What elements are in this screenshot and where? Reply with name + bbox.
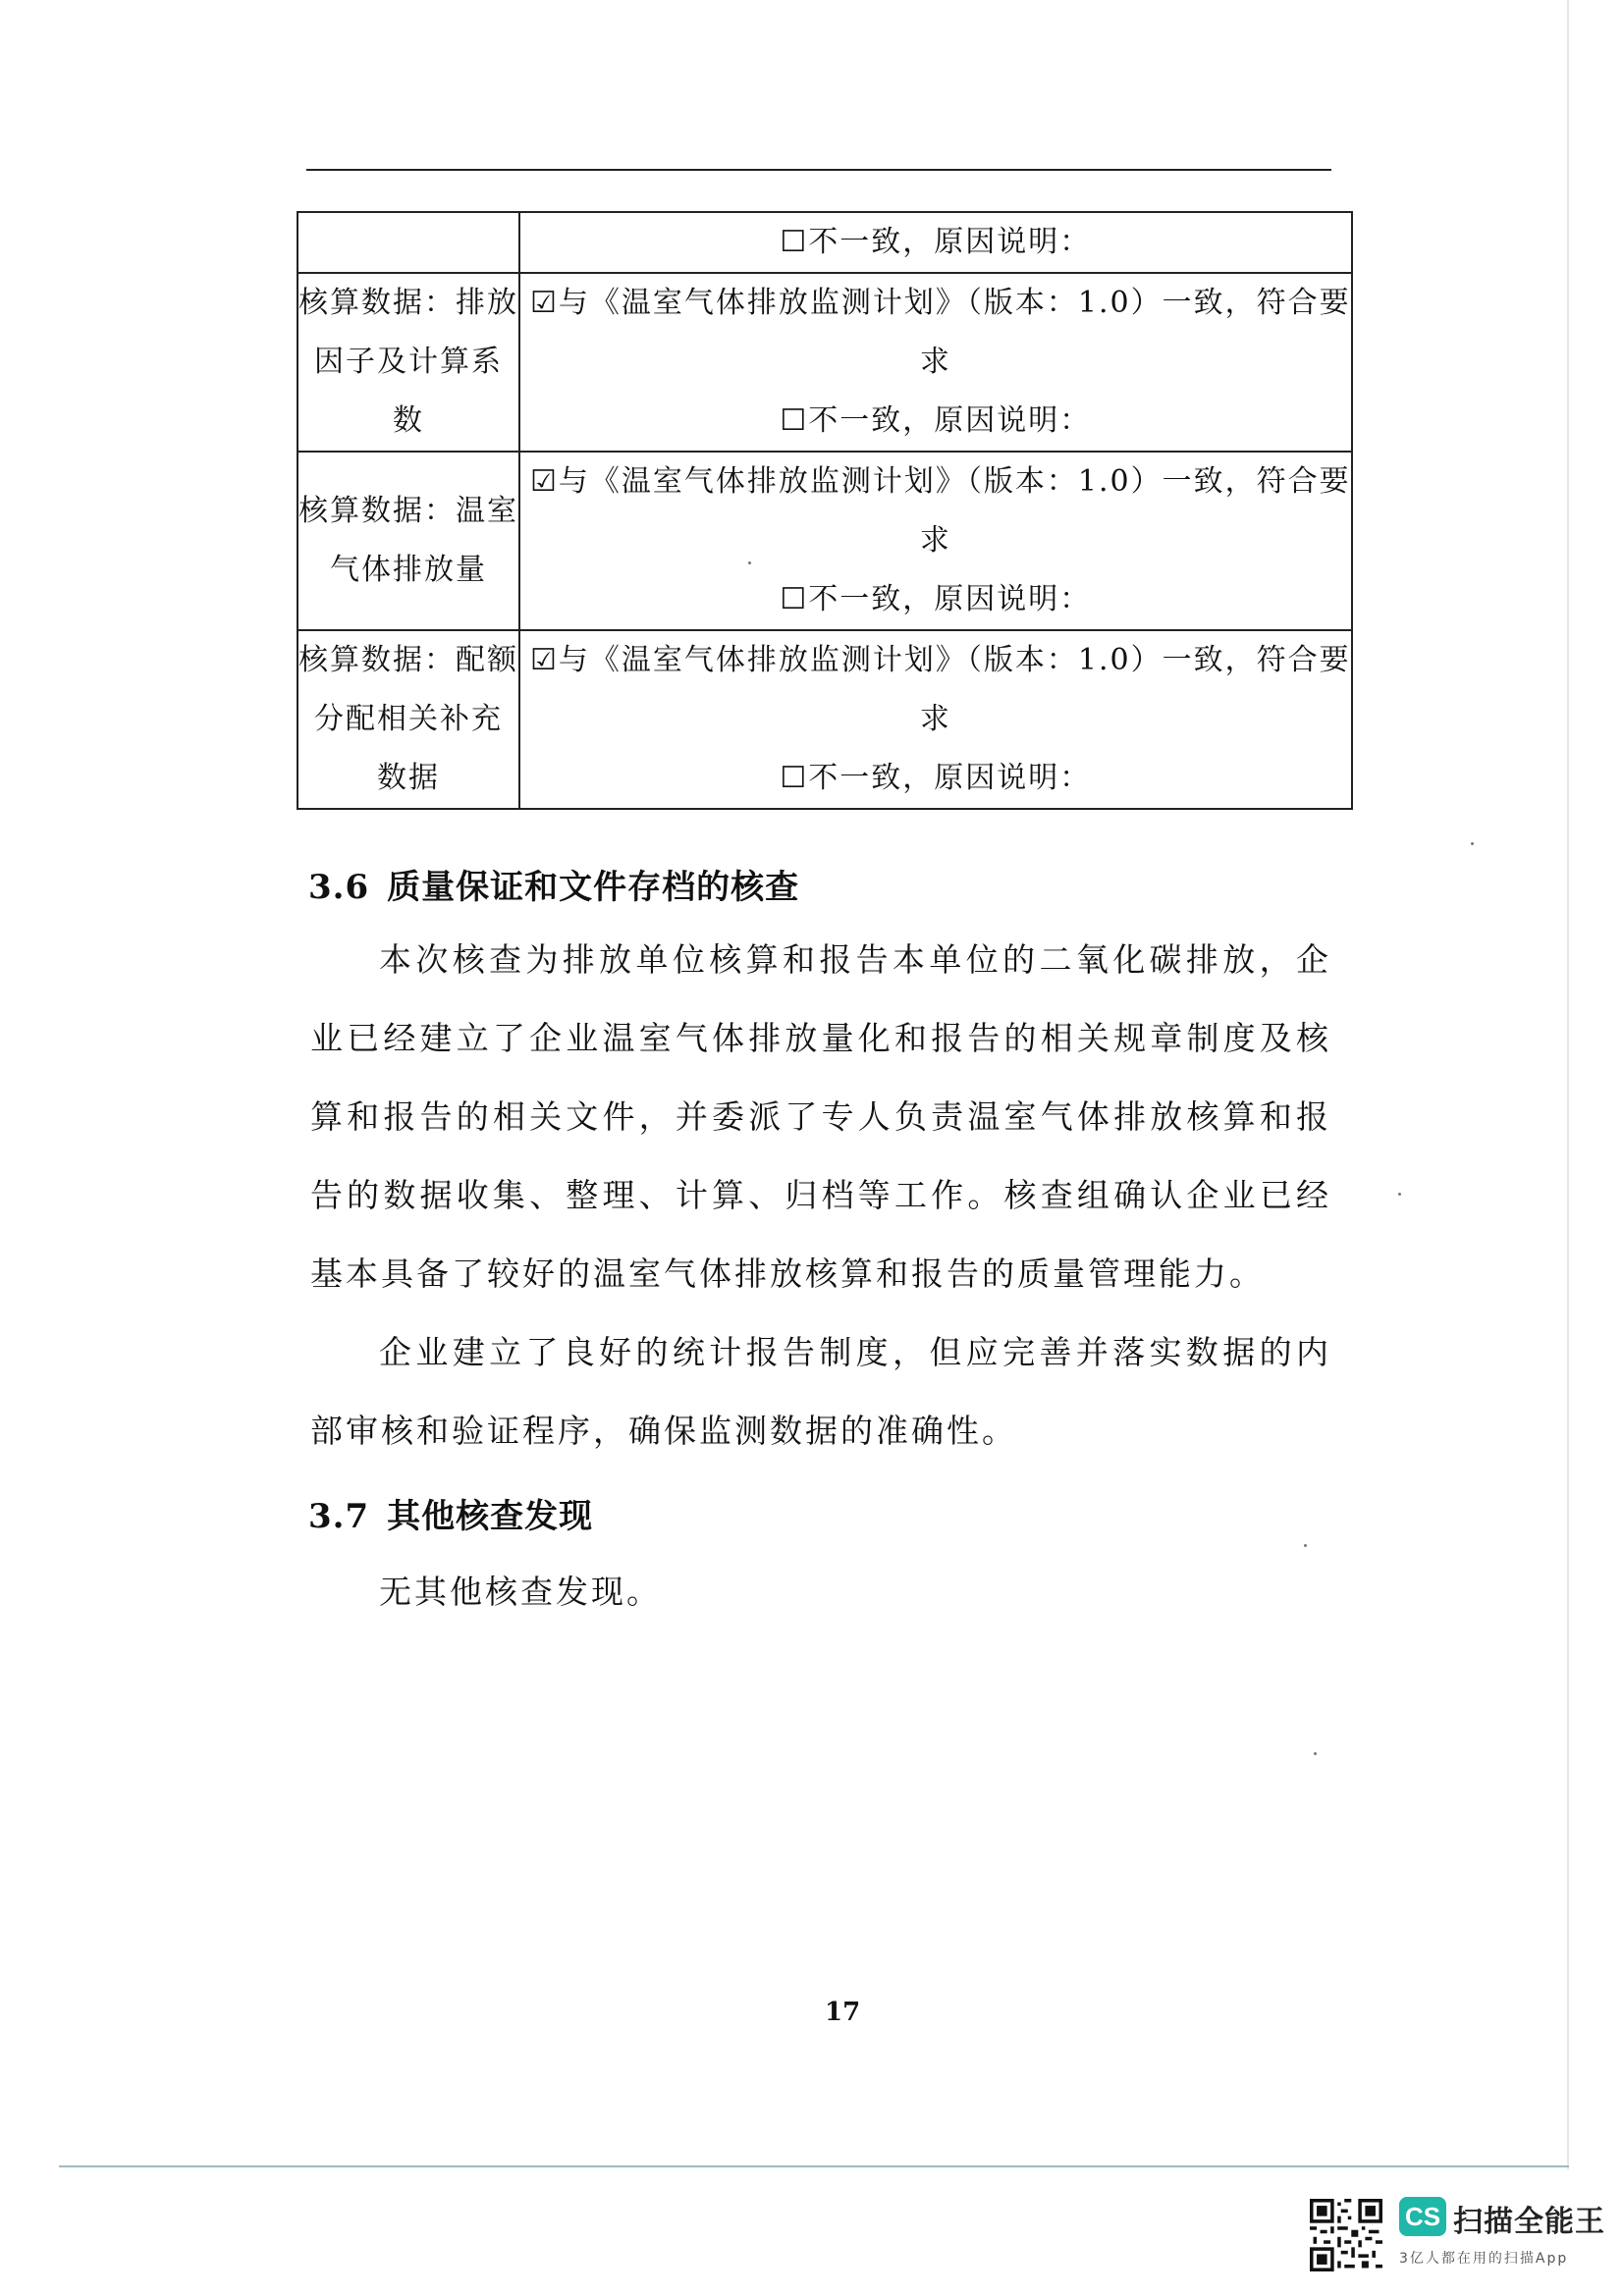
section-title: 质量保证和文件存档的核查 (387, 868, 800, 907)
section-number: 3.6 (308, 868, 370, 907)
section-number: 3.7 (308, 1497, 370, 1536)
row-label (298, 630, 519, 809)
checked-box-icon: ☑ (530, 464, 559, 499)
scan-speck (1471, 842, 1474, 845)
unchecked-box-icon: ☐ (780, 225, 809, 259)
checked-box-icon: ☑ (530, 643, 559, 677)
section-body-3-7 (310, 1553, 1331, 1631)
label-line: 核算数据：排放 (298, 286, 518, 320)
paragraph: 本次核查为排放单位核算和报告本单位的二氧化碳排放，企业已经建立了企业温室气体排放量化和报告的相关规章制度及核算和报告的相关文件，并委派了专人负责温室气体排放核算和报告的数据收集、整理、计算、归档等工作。核查组确认企业已经基本具备了较好的温室气体排放核算和报告的质量管理能力。 (310, 940, 1331, 1293)
option-no: 不一致，原因说明： (808, 225, 1092, 259)
scanner-tagline: 3亿人都在用的扫描App (1399, 2251, 1569, 2267)
label-line: 数 (393, 403, 424, 438)
row-options (519, 212, 1352, 273)
section-body-3-6 (310, 921, 1331, 1470)
qr-code-icon (1310, 2199, 1382, 2271)
table-row (298, 212, 1352, 273)
scan-speck (1304, 1544, 1307, 1547)
scan-bottom-rule (59, 2165, 1569, 2167)
row-label (298, 273, 519, 452)
label-line: 核算数据：配额 (298, 643, 518, 677)
label-line: 数据 (377, 761, 440, 795)
label-line: 因子及计算系 (314, 345, 503, 379)
option-yes-cont: 求 (919, 345, 951, 379)
option-yes: 与《温室气体排放监测计划》（版本：1.0）一致，符合要 (558, 464, 1351, 499)
label-line: 气体排放量 (330, 553, 487, 587)
scan-speck (748, 561, 751, 564)
paragraph: 企业建立了良好的统计报告制度，但应完善并落实数据的内部审核和验证程序，确保监测数据的准确性。 (310, 1333, 1331, 1450)
scanner-logo-icon: CS (1399, 2197, 1446, 2236)
section-heading-3-7 (308, 1489, 593, 1537)
table-row (298, 452, 1352, 630)
label-line: 分配相关补充 (314, 702, 503, 736)
option-no: 不一致，原因说明： (808, 403, 1092, 438)
scan-speck (1398, 1193, 1401, 1196)
row-options (519, 630, 1352, 809)
row-label (298, 212, 519, 273)
section-title: 其他核查发现 (387, 1497, 594, 1536)
unchecked-box-icon: ☐ (780, 403, 809, 438)
option-yes: 与《温室气体排放监测计划》（版本：1.0）一致，符合要 (558, 286, 1351, 320)
scanner-app-name: 扫描全能王 (1453, 2205, 1605, 2239)
row-label (298, 452, 519, 630)
verification-table (297, 211, 1353, 810)
page-number: 17 (825, 1998, 861, 2027)
row-options (519, 273, 1352, 452)
unchecked-box-icon: ☐ (780, 761, 809, 795)
table-row (298, 273, 1352, 452)
page-edge (1567, 0, 1569, 2169)
option-yes-cont: 求 (919, 702, 951, 736)
option-yes-cont: 求 (919, 523, 951, 558)
option-yes: 与《温室气体排放监测计划》（版本：1.0）一致，符合要 (558, 643, 1351, 677)
row-options (519, 452, 1352, 630)
header-rule (306, 169, 1331, 171)
paragraph: 无其他核查发现。 (379, 1573, 662, 1611)
scan-speck (1314, 1752, 1317, 1755)
table-row (298, 630, 1352, 809)
label-line: 核算数据：温室 (298, 494, 518, 528)
unchecked-box-icon: ☐ (780, 582, 809, 616)
checked-box-icon: ☑ (530, 286, 559, 320)
section-heading-3-6 (308, 860, 799, 908)
option-no: 不一致，原因说明： (808, 582, 1092, 616)
option-no: 不一致，原因说明： (808, 761, 1092, 795)
